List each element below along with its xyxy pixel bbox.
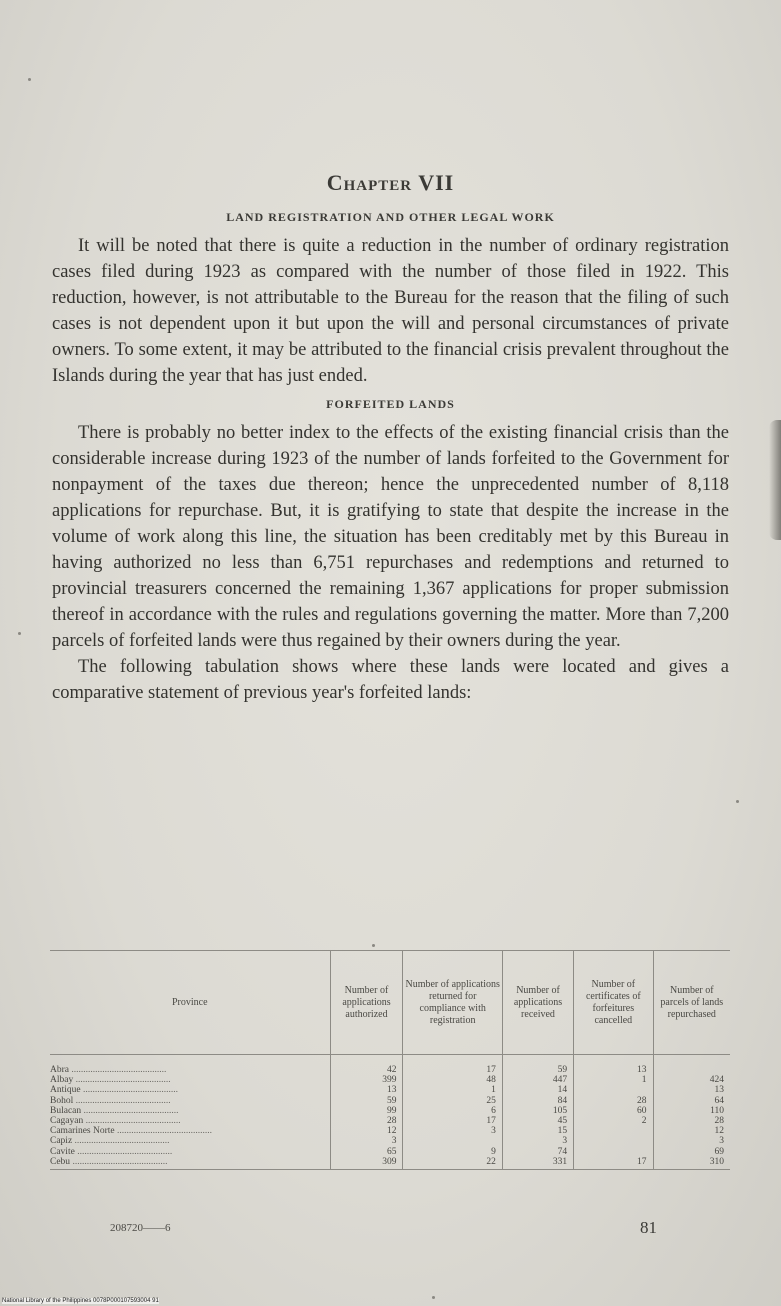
header-returned: Number of applications returned for compliance with registration (403, 951, 502, 1055)
authorized-cell: 399 (330, 1075, 403, 1085)
cancelled-cell: 17 (574, 1157, 653, 1170)
province-cell: Bulacan ..... (50, 1106, 179, 1116)
repurchased-cell: 64 (653, 1096, 730, 1106)
repurchased-cell: 28 (653, 1116, 730, 1126)
authorized-cell: 99 (330, 1106, 403, 1116)
repurchased-cell: 310 (653, 1157, 730, 1170)
printer-signature-mark: 208720——6 (110, 1222, 171, 1234)
page-edge-shadow (769, 420, 781, 540)
paragraph-registration: It will be noted that there is quite a reduction in the number of ordinary registration cases filed during 1923 as compared with the number of those filed in 1922. This reduction, however, is not attributable to the Bureau for the reason that the filing of such cases is not dependent upon it but upon the will and personal circumstances of private owners. To some extent, it may be attributed to the financial crisis prevalent throughout the Islands during the year that has just ended. (52, 236, 729, 386)
forfeited-lands-title: FORFEITED LANDS (326, 397, 455, 411)
returned-cell: 25 (403, 1096, 502, 1106)
authorized-cell: 309 (330, 1157, 403, 1170)
received-cell: 105 (502, 1106, 573, 1116)
scan-speck (28, 78, 31, 81)
received-cell: 15 (502, 1126, 573, 1136)
received-cell: 74 (502, 1147, 573, 1157)
cancelled-cell (574, 1136, 653, 1146)
authorized-cell: 13 (330, 1085, 403, 1095)
library-imprint: National Library of the Philippines 0078P000107593004 91 (2, 1298, 159, 1304)
repurchased-cell: 13 (653, 1085, 730, 1095)
paragraph-forfeited: There is probably no better index to the effects of the existing financial crisis than the considerable increase during 1923 of the number of lands forfeited to the Government for nonpayment of the taxes due thereon; hence the unprecedented number of 8,118 applications for repurchase. But, it is gratifying to state that despite the increase in the volume of work along this line, the situation has been creditably met by this Bureau in having authorized no less than 6,751 repurchases and redemptions and returned to provincial treasurers concerned the remaining 1,367 applications for proper submission thereof in accordance with the rules and regulations governing the matter. More than 7,200 parcels of forfeited lands were thus regained by their owners during the year. (52, 423, 729, 651)
table-header-row (50, 951, 730, 1055)
province-cell: Antique ..... (50, 1085, 178, 1095)
repurchased-cell (653, 1055, 730, 1076)
header-cancelled: Number of certificates of forfeitures cancelled (574, 951, 653, 1055)
received-cell: 331 (502, 1157, 573, 1170)
cancelled-cell (574, 1085, 653, 1095)
province-cell: Albay ..... (50, 1075, 171, 1085)
cancelled-cell (574, 1147, 653, 1157)
header-received: Number of applications received (502, 951, 573, 1055)
cancelled-cell: 28 (574, 1096, 653, 1106)
forfeited-lands-table (50, 950, 730, 1170)
returned-cell (403, 1136, 502, 1146)
returned-cell: 9 (403, 1147, 502, 1157)
received-cell: 45 (502, 1116, 573, 1126)
returned-cell: 6 (403, 1106, 502, 1116)
authorized-cell: 3 (330, 1136, 403, 1146)
repurchased-cell: 69 (653, 1147, 730, 1157)
table-row (50, 1085, 730, 1095)
authorized-cell: 28 (330, 1116, 403, 1126)
paragraph-tabulation: The following tabulation shows where these lands were located and gives a comparative statement of previous year's forfeited lands: (52, 657, 729, 703)
header-repurchased: Number of parcels of lands repurchased (653, 951, 730, 1055)
received-cell: 59 (502, 1055, 573, 1076)
forfeited-lands-table-wrap (50, 950, 730, 1170)
section-title: LAND REGISTRATION AND OTHER LEGAL WORK (226, 210, 555, 224)
authorized-cell: 42 (330, 1055, 403, 1076)
cancelled-cell: 1 (574, 1075, 653, 1085)
province-cell: Cebu ..... (50, 1157, 167, 1167)
province-cell: Cavite ..... (50, 1147, 172, 1157)
header-province: Province (50, 951, 330, 1055)
province-cell: Bohol ..... (50, 1096, 171, 1106)
cancelled-cell (574, 1126, 653, 1136)
repurchased-cell: 424 (653, 1075, 730, 1085)
cancelled-cell: 2 (574, 1116, 653, 1126)
page-body (52, 170, 729, 706)
table-row (50, 1157, 730, 1170)
page-number: 81 (640, 1218, 657, 1237)
returned-cell: 17 (403, 1055, 502, 1076)
repurchased-cell: 110 (653, 1106, 730, 1116)
table-row (50, 1106, 730, 1116)
province-cell: Capiz ..... (50, 1136, 170, 1146)
received-cell: 447 (502, 1075, 573, 1085)
table-row (50, 1055, 730, 1076)
received-cell: 3 (502, 1136, 573, 1146)
province-cell: Abra ..... (50, 1065, 166, 1075)
repurchased-cell: 12 (653, 1126, 730, 1136)
table-row (50, 1136, 730, 1146)
chapter-title: Chapter VII (326, 170, 455, 195)
scan-speck (372, 944, 375, 947)
received-cell: 84 (502, 1096, 573, 1106)
cancelled-cell: 13 (574, 1055, 653, 1076)
returned-cell: 17 (403, 1116, 502, 1126)
received-cell: 14 (502, 1085, 573, 1095)
table-row (50, 1096, 730, 1106)
header-authorized: Number of applications authorized (330, 951, 403, 1055)
province-cell: Cagayan ..... (50, 1116, 181, 1126)
authorized-cell: 65 (330, 1147, 403, 1157)
returned-cell: 48 (403, 1075, 502, 1085)
table-row (50, 1075, 730, 1085)
scan-speck (736, 800, 739, 803)
table-row (50, 1147, 730, 1157)
authorized-cell: 12 (330, 1126, 403, 1136)
authorized-cell: 59 (330, 1096, 403, 1106)
province-cell: Camarines Norte ..... (50, 1126, 212, 1136)
table-row (50, 1116, 730, 1126)
returned-cell: 22 (403, 1157, 502, 1170)
table-row (50, 1126, 730, 1136)
repurchased-cell: 3 (653, 1136, 730, 1146)
scan-speck (18, 632, 21, 635)
returned-cell: 1 (403, 1085, 502, 1095)
cancelled-cell: 60 (574, 1106, 653, 1116)
scan-speck (432, 1296, 435, 1299)
returned-cell: 3 (403, 1126, 502, 1136)
